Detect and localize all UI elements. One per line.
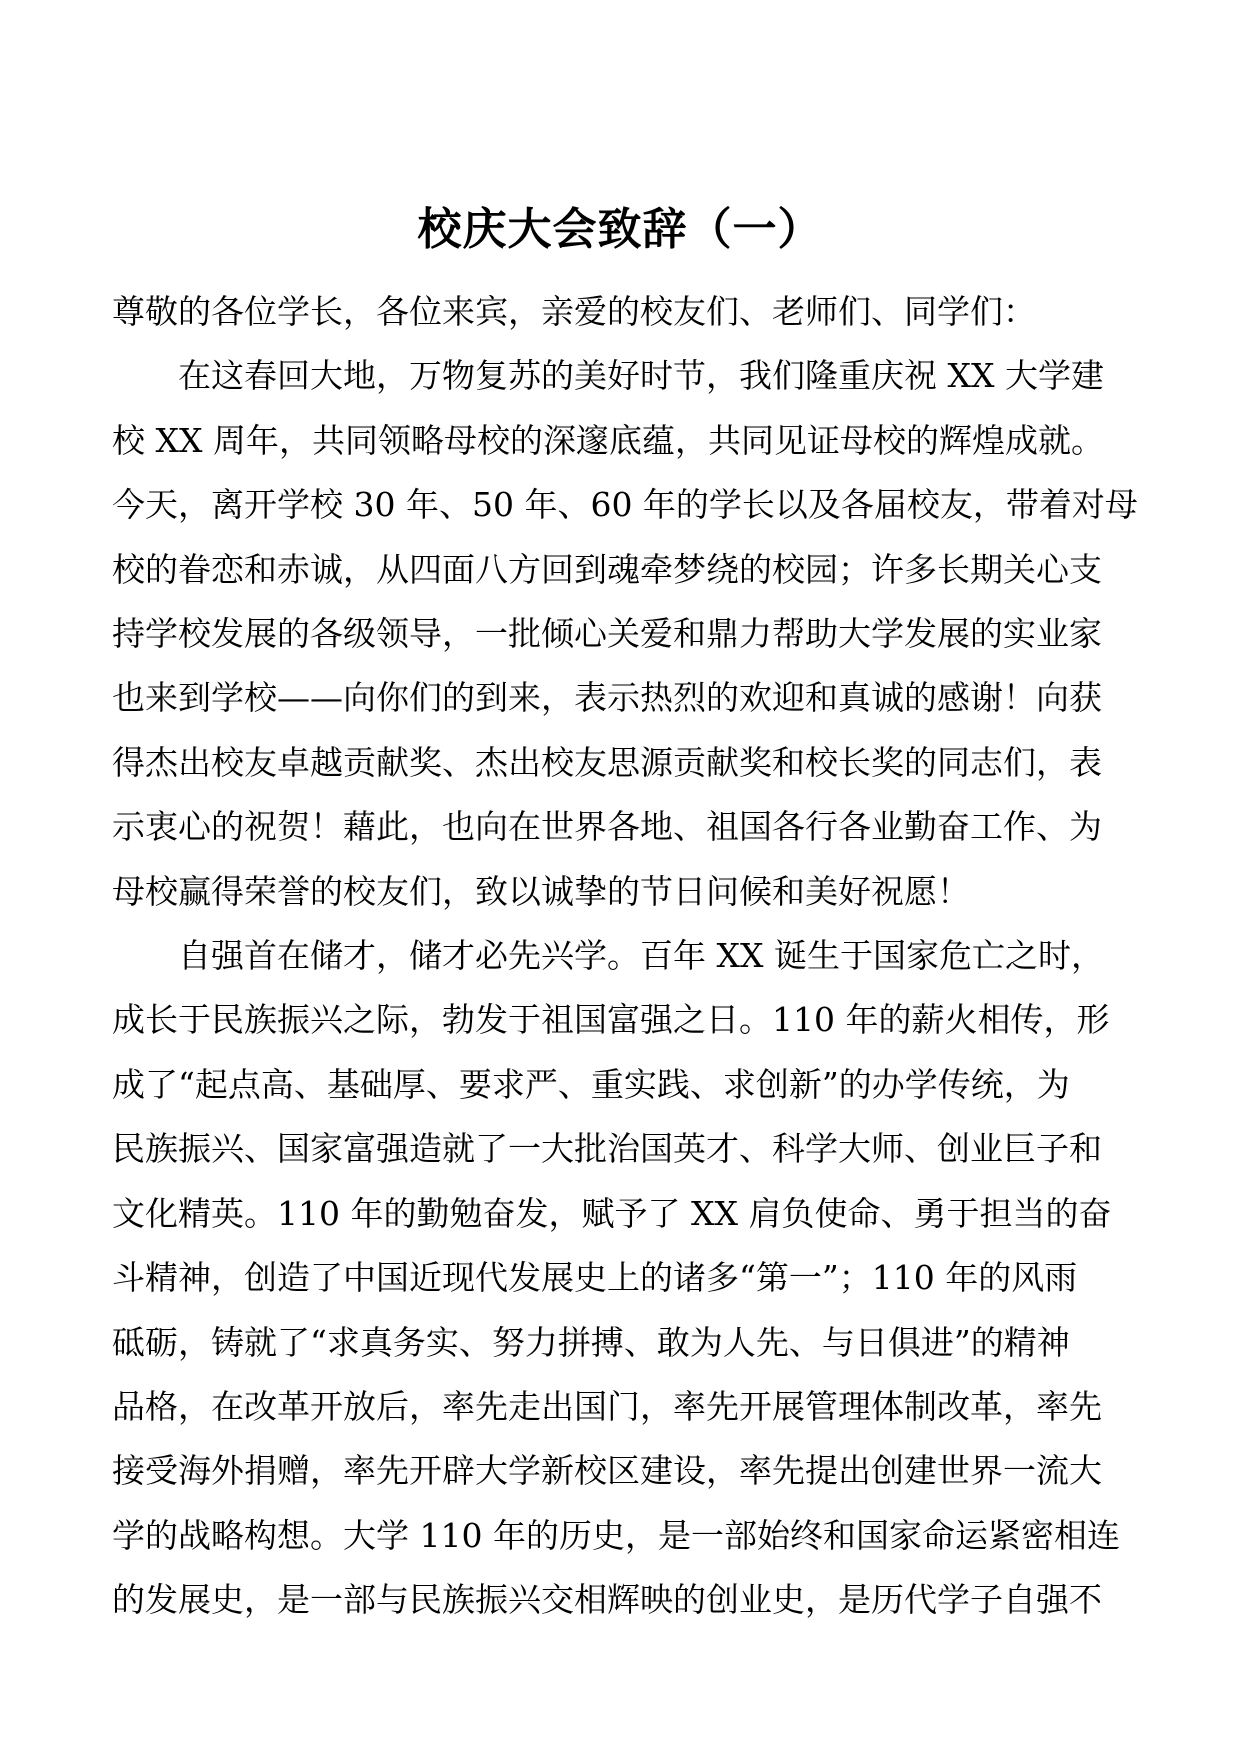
text-line: 品格，在改革开放后，率先走出国门，率先开展管理体制改革，率先 xyxy=(112,1386,1102,1426)
salutation: 尊敬的各位学长，各位来宾，亲爱的校友们、老师们、同学们： xyxy=(112,292,1036,331)
text-line: 校的眷恋和赤诚，从四面八方回到魂牵梦绕的校园；许多长期关心支 xyxy=(112,549,1102,589)
text-line: 民族振兴、国家富强造就了一大批治国英才、科学大师、创业巨子和 xyxy=(112,1129,1102,1169)
text-line: 砥砺，铸就了“求真务实、努力拼搏、敢为人先、与日俱进”的精神 xyxy=(112,1322,1070,1362)
text-line: 今天，离开学校 30 年、50 年、60 年的学长以及各届校友，带着对母 xyxy=(112,485,1138,525)
text-line: 文化精英。110 年的勤勉奋发，赋予了 XX 肩负使命、勇于担当的奋 xyxy=(112,1193,1112,1233)
paragraph-welcome xyxy=(112,344,1138,924)
text-line: 的发展史，是一部与民族振兴交相辉映的创业史，是历代学子自强不 xyxy=(112,1580,1102,1620)
text-line: 校 XX 周年，共同领略母校的深邃底蕴，共同见证母校的辉煌成就。 xyxy=(112,420,1104,460)
text-line: 在这春回大地，万物复苏的美好时节，我们隆重庆祝 XX 大学建 xyxy=(178,356,1104,396)
text-line: 自强首在储才，储才必先兴学。百年 XX 诞生于国家危亡之时， xyxy=(178,936,1104,976)
text-line: 斗精神，创造了中国近现代发展史上的诸多“第一”；110 年的风雨 xyxy=(112,1258,1078,1298)
text-line: 接受海外捐赠，率先开辟大学新校区建设，率先提出创建世界一流大 xyxy=(112,1451,1102,1491)
text-line: 示衷心的祝贺！藉此，也向在世界各地、祖国各行各业勤奋工作、为 xyxy=(112,807,1102,847)
text-line: 学的战略构想。大学 110 年的历史，是一部始终和国家命运紧密相连 xyxy=(112,1515,1120,1555)
text-line: 成了“起点高、基础厚、要求严、重实践、求创新”的办学传统，为 xyxy=(112,1064,1070,1104)
text-line: 也来到学校——向你们的到来，表示热烈的欢迎和真诚的感谢！向获 xyxy=(112,678,1102,718)
text-line: 得杰出校友卓越贡献奖、杰出校友思源贡献奖和校长奖的同志们，表 xyxy=(112,742,1102,782)
document-title: 校庆大会致辞（一） xyxy=(417,204,823,255)
text-line: 成长于民族振兴之际，勃发于祖国富强之日。110 年的薪火相传，形 xyxy=(112,1000,1110,1040)
document-body xyxy=(112,280,1138,1633)
text-line: 持学校发展的各级领导，一批倾心关爱和鼎力帮助大学发展的实业家 xyxy=(112,614,1102,654)
text-line: 母校赢得荣誉的校友们，致以诚挚的节日问候和美好祝愿！ xyxy=(112,871,970,911)
paragraph-history xyxy=(112,924,1128,1632)
